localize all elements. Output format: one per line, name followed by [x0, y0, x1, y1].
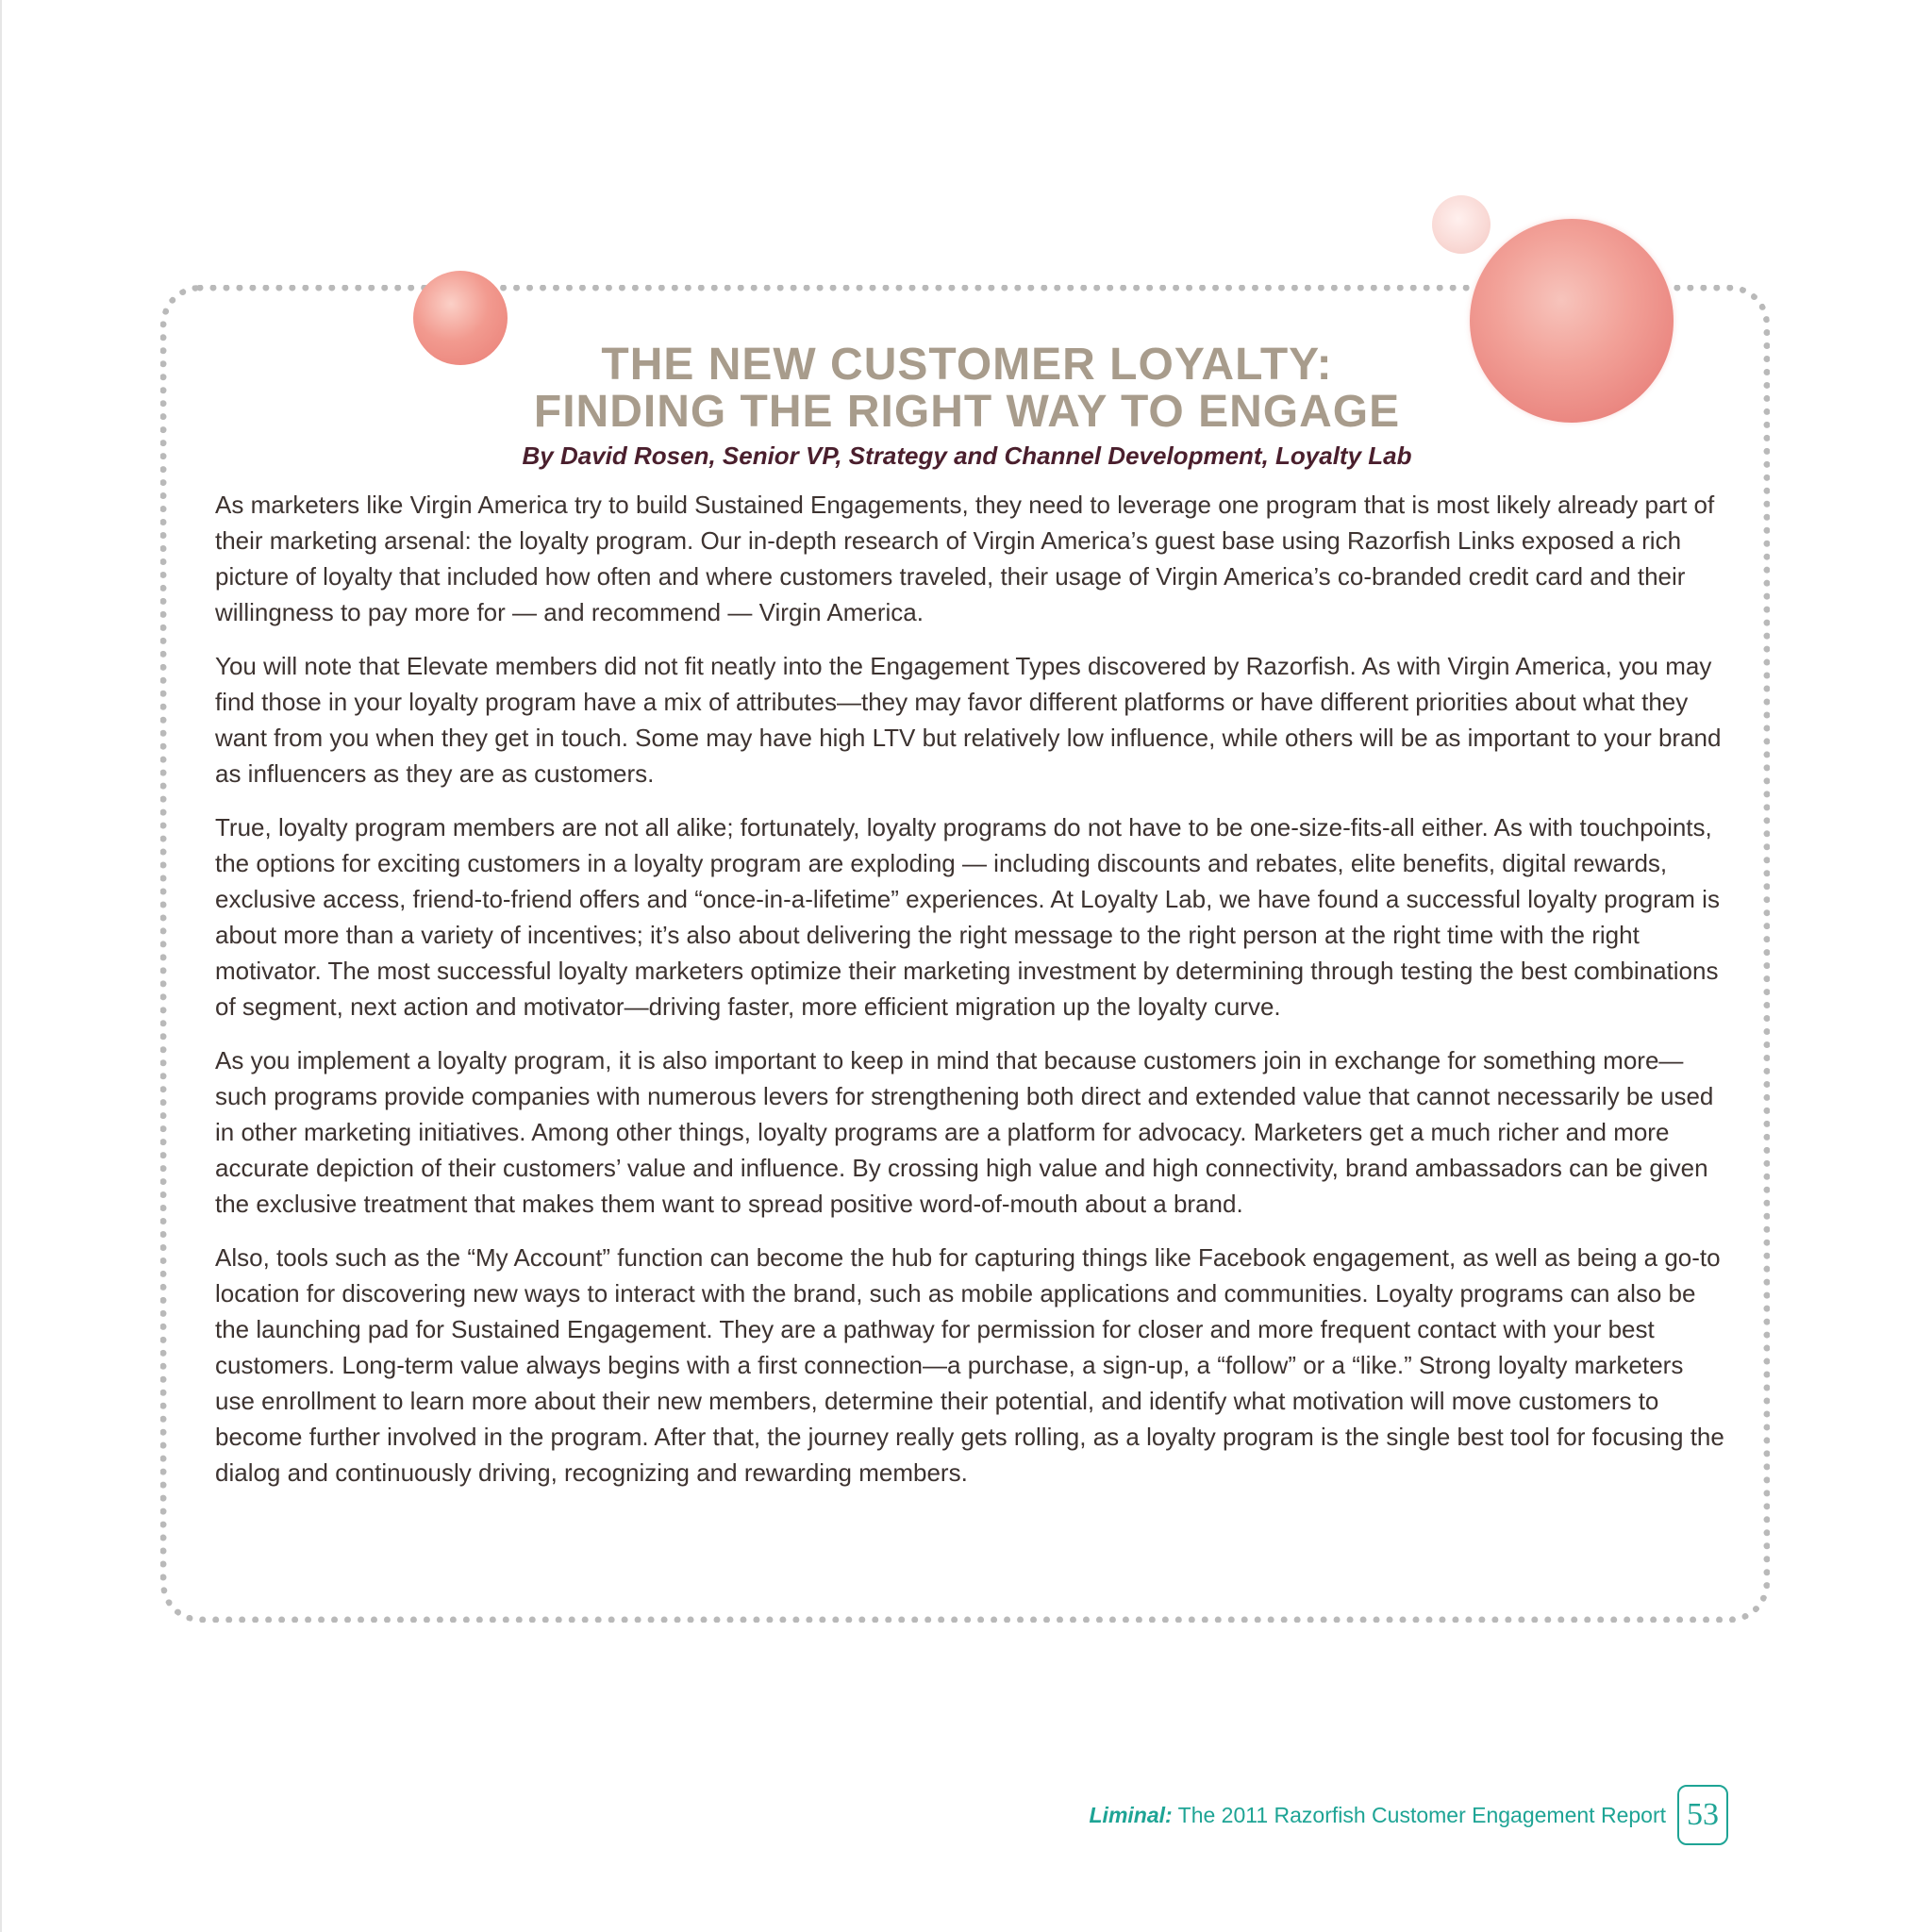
page-number-badge [1677, 1785, 1728, 1845]
bubble-decoration-tiny [1432, 195, 1491, 254]
paragraph: As you implement a loyalty program, it is also important to keep in mind that because customers join in exchange for something more—such programs provide companies with numerous levers for strengthening both direct and extended value that cannot necessarily be used in other marketing initiatives. Among other things, loyalty programs are a platform for advocacy. Marketers get a much richer and more accurate depiction of their customers’ value and influence. By crossing high value and high connectivity, brand ambassadors can be given the exclusive treatment that makes them want to spread positive word-of-mouth about a brand. [215, 1046, 1714, 1218]
paragraph: Also, tools such as the “My Account” function can become the hub for capturing things like Facebook engagement, as well as being a go-to location for discovering new ways to interact with the brand, such as mobile applications and communities. Loyalty programs can also be the launching pad for Sustained Engagement. They are a pathway for permission for closer and more frequent contact with your best customers. Long-term value always begins with a first connection—a purchase, a sign-up, a “follow” or a “like.” Strong loyalty marketers use enrollment to learn more about their new members, determine their potential, and identify what motivation will move customers to become further involved in the program. After that, the journey really gets rolling, as a loyalty program is the single best tool for focusing the dialog and continuously driving, recognizing and rewarding members. [215, 1243, 1724, 1487]
page-left-edge [0, 0, 2, 1932]
article-byline: By David Rosen, Senior VP, Strategy and Channel Development, Loyalty Lab [522, 441, 1412, 470]
paragraph: As marketers like Virgin America try to build Sustained Engagements, they need to leverage one program that is most likely already part of their marketing arsenal: the loyalty program. Our in-depth research of Virgin America’s guest base using Razorfish Links exposed a rich picture of loyalty that included how often and where customers traveled, their usage of Virgin America’s co-branded credit card and their willingness to pay more for — and recommend — Virgin America. [215, 491, 1715, 626]
footer-report-title [1090, 1803, 1667, 1828]
paragraph: You will note that Elevate members did not fit neatly into the Engagement Types discovered by Razorfish. As with Virgin America, you may find those in your loyalty program have a mix of attributes—they may favor different platforms or have different priorities about what they want from you when they get in touch. Some may have high LTV but relatively low influence, while others will be as important to your brand as influencers as they are as customers. [215, 652, 1722, 788]
article-body [215, 487, 1724, 1508]
page-number: 53 [1687, 1797, 1719, 1832]
paragraph: True, loyalty program members are not all alike; fortunately, loyalty programs do not have to be one-size-fits-all either. As with touchpoints, the options for exciting customers in a loyalty program are exploding — including discounts and rebates, elite benefits, digital rewards, exclusive access, friend-to-friend offers and “once-in-a-lifetime” experiences. At Loyalty Lab, we have found a successful loyalty program is about more than a variety of incentives; it’s also about delivering the right message to the right person at the right time with the right motivator. The most successful loyalty marketers optimize their marketing investment by determining through testing the best combinations of segment, next action and motivator—driving faster, more efficient migration up the loyalty curve. [215, 813, 1720, 1021]
title-line-1: THE NEW CUSTOMER LOYALTY: [601, 340, 1333, 390]
page-footer [1090, 1791, 1729, 1839]
article-title [283, 341, 1651, 436]
footer-report-name: The 2011 Razorfish Customer Engagement Report [1172, 1802, 1666, 1827]
footer-brand: Liminal: [1089, 1802, 1173, 1827]
title-line-2: FINDING THE RIGHT WAY TO ENGAGE [533, 387, 1401, 437]
